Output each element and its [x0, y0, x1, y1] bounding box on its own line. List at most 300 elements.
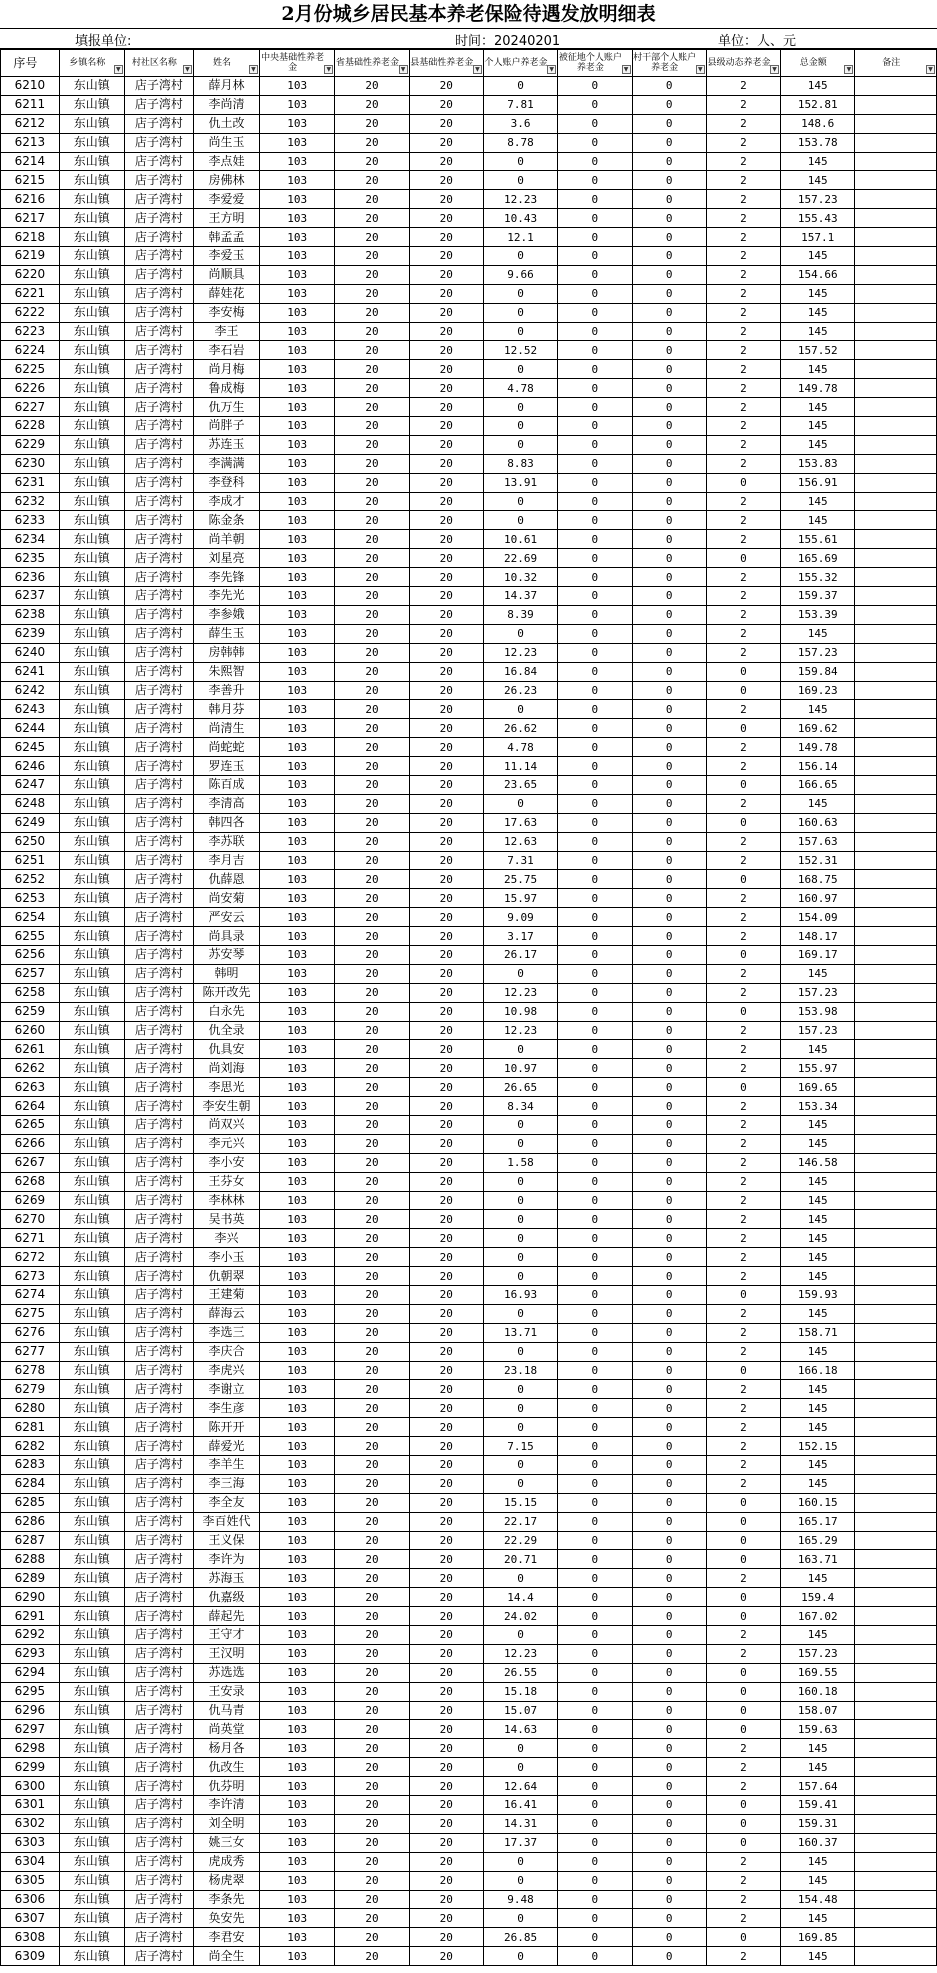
cell-name[interactable]: 李安梅 [193, 303, 259, 322]
cell-central[interactable]: 103 [259, 1947, 334, 1966]
cell-personal[interactable]: 0 [483, 794, 557, 813]
cell-province[interactable]: 20 [335, 360, 409, 379]
cell-cadre[interactable]: 0 [632, 549, 706, 568]
cell-personal[interactable]: 8.34 [483, 1097, 557, 1116]
cell-seq[interactable]: 6254 [1, 908, 60, 927]
cell-total[interactable]: 155.43 [781, 209, 855, 228]
cell-province[interactable]: 20 [335, 1134, 409, 1153]
cell-remark[interactable] [855, 77, 937, 96]
cell-county[interactable]: 20 [409, 889, 483, 908]
cell-province[interactable]: 20 [335, 341, 409, 360]
cell-seq[interactable]: 6302 [1, 1814, 60, 1833]
cell-total[interactable]: 149.78 [781, 379, 855, 398]
cell-province[interactable]: 20 [335, 700, 409, 719]
cell-seq[interactable]: 6214 [1, 152, 60, 171]
cell-village[interactable]: 店子湾村 [124, 1909, 193, 1928]
cell-name[interactable]: 仇薛恩 [193, 870, 259, 889]
cell-county[interactable]: 20 [409, 605, 483, 624]
cell-personal[interactable]: 7.15 [483, 1437, 557, 1456]
cell-county[interactable]: 20 [409, 530, 483, 549]
dropdown-arrow-icon[interactable]: ▼ [473, 65, 482, 74]
cell-province[interactable]: 20 [335, 1115, 409, 1134]
cell-name[interactable]: 朱熙智 [193, 662, 259, 681]
cell-cadre[interactable]: 0 [632, 152, 706, 171]
cell-landless[interactable]: 0 [558, 662, 632, 681]
cell-personal[interactable]: 0 [483, 1456, 557, 1475]
cell-village[interactable]: 店子湾村 [124, 1682, 193, 1701]
cell-cadre[interactable]: 0 [632, 435, 706, 454]
cell-county[interactable]: 20 [409, 624, 483, 643]
cell-province[interactable]: 20 [335, 1531, 409, 1550]
cell-county[interactable]: 20 [409, 341, 483, 360]
cell-county[interactable]: 20 [409, 1191, 483, 1210]
cell-village[interactable]: 店子湾村 [124, 417, 193, 436]
cell-county[interactable]: 20 [409, 794, 483, 813]
cell-seq[interactable]: 6287 [1, 1531, 60, 1550]
cell-total[interactable]: 145 [781, 322, 855, 341]
cell-town[interactable]: 东山镇 [59, 1758, 124, 1777]
cell-central[interactable]: 103 [259, 303, 334, 322]
cell-county[interactable]: 20 [409, 1890, 483, 1909]
cell-town[interactable]: 东山镇 [59, 171, 124, 190]
cell-name[interactable]: 尚双兴 [193, 1115, 259, 1134]
cell-county[interactable]: 20 [409, 1663, 483, 1682]
cell-village[interactable]: 店子湾村 [124, 247, 193, 266]
cell-personal[interactable]: 0 [483, 417, 557, 436]
cell-cadre[interactable]: 0 [632, 1871, 706, 1890]
cell-village[interactable]: 店子湾村 [124, 1361, 193, 1380]
cell-village[interactable]: 店子湾村 [124, 435, 193, 454]
cell-dynamic[interactable]: 2 [706, 1021, 780, 1040]
cell-seq[interactable]: 6210 [1, 77, 60, 96]
cell-personal[interactable]: 12.23 [483, 643, 557, 662]
cell-landless[interactable]: 0 [558, 1115, 632, 1134]
cell-province[interactable]: 20 [335, 379, 409, 398]
cell-county[interactable]: 20 [409, 1607, 483, 1626]
cell-town[interactable]: 东山镇 [59, 1493, 124, 1512]
cell-province[interactable]: 20 [335, 1323, 409, 1342]
cell-personal[interactable]: 14.63 [483, 1720, 557, 1739]
cell-town[interactable]: 东山镇 [59, 1210, 124, 1229]
cell-remark[interactable] [855, 1833, 937, 1852]
cell-cadre[interactable]: 0 [632, 870, 706, 889]
cell-total[interactable]: 145 [781, 511, 855, 530]
cell-dynamic[interactable]: 0 [706, 1286, 780, 1305]
cell-county[interactable]: 20 [409, 473, 483, 492]
cell-central[interactable]: 103 [259, 228, 334, 247]
cell-total[interactable]: 149.78 [781, 738, 855, 757]
cell-province[interactable]: 20 [335, 1720, 409, 1739]
cell-central[interactable]: 103 [259, 568, 334, 587]
cell-name[interactable]: 白永先 [193, 1002, 259, 1021]
cell-village[interactable]: 店子湾村 [124, 341, 193, 360]
cell-cadre[interactable]: 0 [632, 605, 706, 624]
cell-town[interactable]: 东山镇 [59, 473, 124, 492]
cell-town[interactable]: 东山镇 [59, 1814, 124, 1833]
cell-seq[interactable]: 6230 [1, 454, 60, 473]
cell-remark[interactable] [855, 284, 937, 303]
cell-name[interactable]: 尚生玉 [193, 133, 259, 152]
cell-seq[interactable]: 6268 [1, 1172, 60, 1191]
cell-province[interactable]: 20 [335, 454, 409, 473]
cell-town[interactable]: 东山镇 [59, 322, 124, 341]
cell-remark[interactable] [855, 1021, 937, 1040]
cell-dynamic[interactable]: 2 [706, 247, 780, 266]
cell-personal[interactable]: 4.78 [483, 379, 557, 398]
cell-county[interactable]: 20 [409, 303, 483, 322]
cell-total[interactable]: 145 [781, 1739, 855, 1758]
cell-dynamic[interactable]: 2 [706, 927, 780, 946]
cell-village[interactable]: 店子湾村 [124, 1531, 193, 1550]
cell-remark[interactable] [855, 190, 937, 209]
cell-county[interactable]: 20 [409, 1342, 483, 1361]
cell-village[interactable]: 店子湾村 [124, 1550, 193, 1569]
cell-town[interactable]: 东山镇 [59, 1134, 124, 1153]
cell-seq[interactable]: 6221 [1, 284, 60, 303]
cell-name[interactable]: 奂安先 [193, 1909, 259, 1928]
cell-dynamic[interactable]: 0 [706, 1531, 780, 1550]
cell-village[interactable]: 店子湾村 [124, 1399, 193, 1418]
cell-county[interactable]: 20 [409, 1304, 483, 1323]
cell-landless[interactable]: 0 [558, 398, 632, 417]
cell-central[interactable]: 103 [259, 1097, 334, 1116]
cell-central[interactable]: 103 [259, 247, 334, 266]
cell-town[interactable]: 东山镇 [59, 1342, 124, 1361]
cell-county[interactable]: 20 [409, 1286, 483, 1305]
dropdown-arrow-icon[interactable]: ▼ [844, 65, 853, 74]
cell-seq[interactable]: 6270 [1, 1210, 60, 1229]
cell-landless[interactable]: 0 [558, 1267, 632, 1286]
cell-seq[interactable]: 6266 [1, 1134, 60, 1153]
cell-seq[interactable]: 6274 [1, 1286, 60, 1305]
cell-total[interactable]: 152.15 [781, 1437, 855, 1456]
cell-total[interactable]: 153.78 [781, 133, 855, 152]
cell-name[interactable]: 仇嘉级 [193, 1588, 259, 1607]
cell-province[interactable]: 20 [335, 983, 409, 1002]
cell-cadre[interactable]: 0 [632, 417, 706, 436]
cell-total[interactable]: 157.1 [781, 228, 855, 247]
cell-central[interactable]: 103 [259, 1115, 334, 1134]
cell-village[interactable]: 店子湾村 [124, 1758, 193, 1777]
cell-total[interactable]: 145 [781, 1418, 855, 1437]
cell-province[interactable]: 20 [335, 1267, 409, 1286]
cell-village[interactable]: 店子湾村 [124, 398, 193, 417]
cell-landless[interactable]: 0 [558, 1814, 632, 1833]
cell-total[interactable]: 145 [781, 1342, 855, 1361]
cell-remark[interactable] [855, 1531, 937, 1550]
cell-landless[interactable]: 0 [558, 1663, 632, 1682]
cell-seq[interactable]: 6263 [1, 1078, 60, 1097]
cell-province[interactable]: 20 [335, 1682, 409, 1701]
cell-total[interactable]: 145 [781, 1267, 855, 1286]
cell-landless[interactable]: 0 [558, 228, 632, 247]
cell-personal[interactable]: 0 [483, 1248, 557, 1267]
cell-province[interactable]: 20 [335, 473, 409, 492]
cell-cadre[interactable]: 0 [632, 1342, 706, 1361]
cell-town[interactable]: 东山镇 [59, 1569, 124, 1588]
cell-province[interactable]: 20 [335, 1852, 409, 1871]
cell-town[interactable]: 东山镇 [59, 681, 124, 700]
cell-central[interactable]: 103 [259, 983, 334, 1002]
cell-dynamic[interactable]: 2 [706, 265, 780, 284]
cell-central[interactable]: 103 [259, 1512, 334, 1531]
cell-dynamic[interactable]: 2 [706, 1153, 780, 1172]
cell-county[interactable]: 20 [409, 851, 483, 870]
cell-total[interactable]: 153.98 [781, 1002, 855, 1021]
cell-village[interactable]: 店子湾村 [124, 1474, 193, 1493]
cell-village[interactable]: 店子湾村 [124, 1796, 193, 1815]
cell-dynamic[interactable]: 2 [706, 530, 780, 549]
cell-county[interactable]: 20 [409, 1474, 483, 1493]
cell-cadre[interactable]: 0 [632, 492, 706, 511]
cell-total[interactable]: 145 [781, 152, 855, 171]
cell-landless[interactable]: 0 [558, 530, 632, 549]
cell-town[interactable]: 东山镇 [59, 870, 124, 889]
cell-county[interactable]: 20 [409, 1021, 483, 1040]
cell-town[interactable]: 东山镇 [59, 738, 124, 757]
cell-province[interactable]: 20 [335, 1456, 409, 1475]
cell-cadre[interactable]: 0 [632, 473, 706, 492]
cell-name[interactable]: 李生彦 [193, 1399, 259, 1418]
cell-landless[interactable]: 0 [558, 1059, 632, 1078]
cell-province[interactable]: 20 [335, 568, 409, 587]
cell-county[interactable]: 20 [409, 1493, 483, 1512]
cell-county[interactable]: 20 [409, 435, 483, 454]
cell-landless[interactable]: 0 [558, 1569, 632, 1588]
cell-county[interactable]: 20 [409, 247, 483, 266]
cell-name[interactable]: 苏海玉 [193, 1569, 259, 1588]
cell-personal[interactable]: 0 [483, 1399, 557, 1418]
cell-total[interactable]: 167.02 [781, 1607, 855, 1626]
cell-seq[interactable]: 6299 [1, 1758, 60, 1777]
dropdown-arrow-icon[interactable]: ▼ [696, 65, 705, 74]
cell-landless[interactable]: 0 [558, 511, 632, 530]
cell-central[interactable]: 103 [259, 511, 334, 530]
cell-total[interactable]: 145 [781, 1380, 855, 1399]
cell-landless[interactable]: 0 [558, 832, 632, 851]
cell-central[interactable]: 103 [259, 1342, 334, 1361]
cell-village[interactable]: 店子湾村 [124, 1342, 193, 1361]
cell-name[interactable]: 李条先 [193, 1890, 259, 1909]
cell-landless[interactable]: 0 [558, 945, 632, 964]
cell-landless[interactable]: 0 [558, 643, 632, 662]
cell-cadre[interactable]: 0 [632, 379, 706, 398]
cell-landless[interactable]: 0 [558, 133, 632, 152]
cell-village[interactable]: 店子湾村 [124, 870, 193, 889]
cell-village[interactable]: 店子湾村 [124, 1059, 193, 1078]
cell-total[interactable]: 158.07 [781, 1701, 855, 1720]
cell-village[interactable]: 店子湾村 [124, 1229, 193, 1248]
cell-central[interactable]: 103 [259, 1229, 334, 1248]
cell-seq[interactable]: 6246 [1, 757, 60, 776]
cell-central[interactable]: 103 [259, 1626, 334, 1645]
cell-seq[interactable]: 6233 [1, 511, 60, 530]
cell-county[interactable]: 20 [409, 681, 483, 700]
cell-name[interactable]: 薛娃花 [193, 284, 259, 303]
cell-province[interactable]: 20 [335, 1418, 409, 1437]
cell-county[interactable]: 20 [409, 1588, 483, 1607]
cell-remark[interactable] [855, 1493, 937, 1512]
cell-seq[interactable]: 6260 [1, 1021, 60, 1040]
cell-remark[interactable] [855, 209, 937, 228]
cell-name[interactable]: 王方明 [193, 209, 259, 228]
cell-province[interactable]: 20 [335, 530, 409, 549]
cell-landless[interactable]: 0 [558, 1871, 632, 1890]
cell-remark[interactable] [855, 775, 937, 794]
cell-cadre[interactable]: 0 [632, 1928, 706, 1947]
cell-seq[interactable]: 6218 [1, 228, 60, 247]
cell-dynamic[interactable]: 0 [706, 1720, 780, 1739]
cell-landless[interactable]: 0 [558, 738, 632, 757]
cell-remark[interactable] [855, 265, 937, 284]
cell-total[interactable]: 159.37 [781, 587, 855, 606]
cell-village[interactable]: 店子湾村 [124, 1304, 193, 1323]
cell-county[interactable]: 20 [409, 1777, 483, 1796]
cell-province[interactable]: 20 [335, 1437, 409, 1456]
cell-central[interactable]: 103 [259, 757, 334, 776]
cell-name[interactable]: 李君安 [193, 1928, 259, 1947]
cell-dynamic[interactable]: 2 [706, 587, 780, 606]
cell-personal[interactable]: 0 [483, 1380, 557, 1399]
cell-village[interactable]: 店子湾村 [124, 265, 193, 284]
cell-seq[interactable]: 6234 [1, 530, 60, 549]
cell-dynamic[interactable]: 2 [706, 1852, 780, 1871]
cell-seq[interactable]: 6215 [1, 171, 60, 190]
cell-seq[interactable]: 6219 [1, 247, 60, 266]
cell-province[interactable]: 20 [335, 1002, 409, 1021]
cell-cadre[interactable]: 0 [632, 1909, 706, 1928]
cell-central[interactable]: 103 [259, 851, 334, 870]
cell-central[interactable]: 103 [259, 1002, 334, 1021]
cell-name[interactable]: 李全友 [193, 1493, 259, 1512]
cell-town[interactable]: 东山镇 [59, 1663, 124, 1682]
cell-seq[interactable]: 6239 [1, 624, 60, 643]
cell-central[interactable]: 103 [259, 1890, 334, 1909]
cell-personal[interactable]: 0 [483, 1871, 557, 1890]
cell-seq[interactable]: 6300 [1, 1777, 60, 1796]
cell-dynamic[interactable]: 0 [706, 719, 780, 738]
cell-personal[interactable]: 12.52 [483, 341, 557, 360]
cell-county[interactable]: 20 [409, 1361, 483, 1380]
cell-name[interactable]: 刘星亮 [193, 549, 259, 568]
cell-village[interactable]: 店子湾村 [124, 492, 193, 511]
cell-personal[interactable]: 0 [483, 964, 557, 983]
cell-name[interactable]: 李庆合 [193, 1342, 259, 1361]
cell-cadre[interactable]: 0 [632, 775, 706, 794]
cell-total[interactable]: 159.63 [781, 1720, 855, 1739]
cell-town[interactable]: 东山镇 [59, 435, 124, 454]
cell-central[interactable]: 103 [259, 1040, 334, 1059]
cell-county[interactable]: 20 [409, 1758, 483, 1777]
cell-dynamic[interactable]: 0 [706, 1493, 780, 1512]
cell-village[interactable]: 店子湾村 [124, 1890, 193, 1909]
cell-landless[interactable]: 0 [558, 1796, 632, 1815]
cell-dynamic[interactable]: 2 [706, 1909, 780, 1928]
cell-town[interactable]: 东山镇 [59, 1928, 124, 1947]
cell-dynamic[interactable]: 2 [706, 1229, 780, 1248]
cell-seq[interactable]: 6223 [1, 322, 60, 341]
cell-personal[interactable]: 3.17 [483, 927, 557, 946]
cell-central[interactable]: 103 [259, 435, 334, 454]
cell-central[interactable]: 103 [259, 95, 334, 114]
cell-central[interactable]: 103 [259, 530, 334, 549]
cell-dynamic[interactable]: 0 [706, 1833, 780, 1852]
cell-total[interactable]: 160.63 [781, 813, 855, 832]
cell-remark[interactable] [855, 1002, 937, 1021]
cell-county[interactable]: 20 [409, 1002, 483, 1021]
cell-province[interactable]: 20 [335, 398, 409, 417]
cell-town[interactable]: 东山镇 [59, 511, 124, 530]
cell-town[interactable]: 东山镇 [59, 568, 124, 587]
cell-town[interactable]: 东山镇 [59, 1682, 124, 1701]
cell-personal[interactable]: 22.69 [483, 549, 557, 568]
cell-village[interactable]: 店子湾村 [124, 927, 193, 946]
cell-remark[interactable] [855, 1701, 937, 1720]
cell-seq[interactable]: 6224 [1, 341, 60, 360]
cell-name[interactable]: 严安云 [193, 908, 259, 927]
cell-province[interactable]: 20 [335, 1399, 409, 1418]
cell-remark[interactable] [855, 1210, 937, 1229]
cell-seq[interactable]: 6226 [1, 379, 60, 398]
cell-dynamic[interactable]: 0 [706, 1512, 780, 1531]
cell-name[interactable]: 仇改生 [193, 1758, 259, 1777]
cell-name[interactable]: 李小安 [193, 1153, 259, 1172]
dropdown-arrow-icon[interactable]: ▼ [183, 65, 192, 74]
cell-province[interactable]: 20 [335, 1059, 409, 1078]
cell-province[interactable]: 20 [335, 1607, 409, 1626]
cell-name[interactable]: 薛海云 [193, 1304, 259, 1323]
cell-county[interactable]: 20 [409, 1871, 483, 1890]
dropdown-arrow-icon[interactable]: ▼ [399, 65, 408, 74]
cell-remark[interactable] [855, 1947, 937, 1966]
cell-seq[interactable]: 6262 [1, 1059, 60, 1078]
cell-central[interactable]: 103 [259, 171, 334, 190]
cell-central[interactable]: 103 [259, 775, 334, 794]
cell-name[interactable]: 李兴 [193, 1229, 259, 1248]
cell-landless[interactable]: 0 [558, 1682, 632, 1701]
cell-town[interactable]: 东山镇 [59, 964, 124, 983]
cell-name[interactable]: 李成才 [193, 492, 259, 511]
cell-name[interactable]: 尚具录 [193, 927, 259, 946]
cell-total[interactable]: 145 [781, 1248, 855, 1267]
cell-central[interactable]: 103 [259, 379, 334, 398]
cell-landless[interactable]: 0 [558, 1701, 632, 1720]
cell-town[interactable]: 东山镇 [59, 398, 124, 417]
cell-dynamic[interactable]: 2 [706, 379, 780, 398]
cell-name[interactable]: 王守才 [193, 1626, 259, 1645]
cell-personal[interactable]: 26.23 [483, 681, 557, 700]
cell-town[interactable]: 东山镇 [59, 1399, 124, 1418]
cell-central[interactable]: 103 [259, 492, 334, 511]
cell-province[interactable]: 20 [335, 209, 409, 228]
cell-province[interactable]: 20 [335, 322, 409, 341]
cell-seq[interactable]: 6303 [1, 1833, 60, 1852]
cell-remark[interactable] [855, 549, 937, 568]
cell-cadre[interactable]: 0 [632, 1380, 706, 1399]
cell-town[interactable]: 东山镇 [59, 1512, 124, 1531]
cell-remark[interactable] [855, 927, 937, 946]
cell-central[interactable]: 103 [259, 1437, 334, 1456]
cell-cadre[interactable]: 0 [632, 1701, 706, 1720]
cell-total[interactable]: 166.65 [781, 775, 855, 794]
cell-seq[interactable]: 6308 [1, 1928, 60, 1947]
cell-central[interactable]: 103 [259, 1758, 334, 1777]
cell-cadre[interactable]: 0 [632, 341, 706, 360]
cell-seq[interactable]: 6212 [1, 114, 60, 133]
cell-total[interactable]: 145 [781, 1304, 855, 1323]
col-header-county[interactable]: 县基础性养老金 ▼ [409, 50, 483, 77]
cell-dynamic[interactable]: 2 [706, 1871, 780, 1890]
